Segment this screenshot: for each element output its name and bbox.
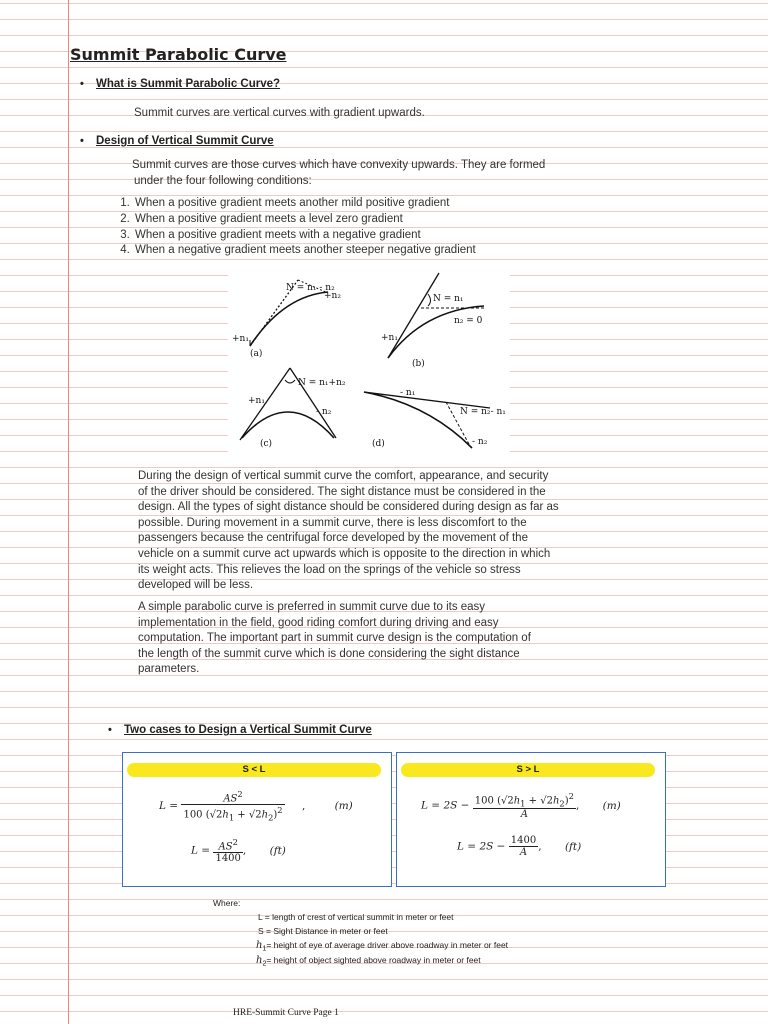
diagram-a-n-label: N = n₁ - n₂ [286, 283, 335, 293]
formula-s-less-l-metric: L = $\frac{AS^2}{100 (√2h_1 + √2h_2)^2}$ , (m) [159, 789, 353, 823]
design-paragraph-1: During the design of vertical summit curve the comfort, appearance, and security of the driver should be considered. The sight distance must be considered in the design. All the types of sight distance should be considered during design as far as possible. During movement in a summit curve, there is less discomfort to the passengers because the centrifugal force developed by the movement of the vehicle on a summit curve act upwards which is opposite to the direction in which its weight acts. This relieves the load on the springs of the vehicle so stress developed will be less. [138, 470, 559, 592]
definition-l: L = length of crest of vertical summit in meter or feet [258, 912, 454, 922]
case-s-greater-l-label: S > L [401, 763, 655, 777]
summit-curve-diagrams [228, 268, 510, 453]
formula-s-greater-l-metric: L = 2S − $\frac{100 (√2h_1 + √2h_2)^2}{A}$ , (m) [421, 791, 621, 821]
condition-item: 2. When a positive gradient meets a level zero gradient [133, 212, 476, 228]
diagram-c [240, 368, 346, 449]
section-heading-what-is: What is Summit Parabolic Curve? [96, 78, 281, 90]
section-heading-design: Design of Vertical Summit Curve [96, 135, 274, 147]
condition-item: 3. When a positive gradient meets with a negative gradient [133, 228, 476, 244]
summit-curve-figure [228, 268, 510, 453]
where-label: Where: [213, 898, 241, 908]
intro-line-1: Summit curves are those curves which have convexity upwards. They are formed [132, 159, 546, 171]
diagram-c-g2-label: - n₂ [316, 407, 332, 417]
diagram-c-n-label: N = n₁+n₂ [298, 378, 346, 388]
diagram-c-caption: (c) [260, 439, 273, 449]
intro-line-2: under the four following conditions: [134, 175, 312, 187]
diagram-b-g2-label: n₂ = 0 [454, 316, 483, 326]
case-s-less-l-box [122, 752, 392, 887]
formula-s-greater-l-imperial: L = 2S − $\frac{1400}{A}$ , (ft) [457, 835, 582, 858]
conditions-list [115, 196, 476, 259]
diagram-d-g2-label: - n₂ [472, 437, 488, 447]
condition-item: 1. When a positive gradient meets another mild positive gradient [133, 196, 476, 212]
diagram-d [364, 388, 506, 449]
definition-h1: $h_1=$ height of eye of average driver above roadway in meter or feet [256, 940, 509, 953]
case-s-greater-l-box [396, 752, 666, 887]
definition-h2: $h_2=$ height of object sighted above roadway in meter or feet [256, 955, 481, 968]
definition-s: S = Sight Distance in meter or feet [258, 926, 388, 936]
case-s-less-l-label: S < L [127, 763, 381, 777]
diagram-a-g2-label: +n₂ [324, 291, 341, 301]
diagram-c-g1-label: +n₁ [248, 396, 265, 406]
page-footer: HRE-Summit Curve Page 1 [233, 1008, 339, 1018]
diagram-b-caption: (b) [412, 359, 425, 369]
bullet-icon: • [80, 135, 84, 147]
bullet-icon: • [80, 78, 84, 90]
section-heading-two-cases: Two cases to Design a Vertical Summit Curve [124, 724, 372, 736]
design-paragraph-2: A simple parabolic curve is preferred in summit curve due to its easy implementation in the field, good riding comfort during driving and easy computation. The important part in summit curve design is the computation of the length of the summit curve which is done considering the sight distance parameters. [138, 601, 531, 676]
diagram-d-caption: (d) [372, 439, 385, 449]
page-title: Summit Parabolic Curve [70, 45, 287, 64]
diagram-a [232, 280, 341, 359]
section1-text: Summit curves are vertical curves with gradient upwards. [134, 107, 425, 119]
notebook-margin-line [68, 0, 69, 1024]
formula-s-less-l-imperial: L = $\frac{AS^2}{1400}$ , (ft) [191, 837, 286, 865]
diagram-b [381, 273, 484, 369]
diagram-a-g1-label: +n₁ [232, 334, 249, 344]
diagram-b-n-label: N = n₁ [433, 294, 464, 304]
diagram-d-g1-label: - n₁ [400, 388, 416, 398]
condition-item: 4. When a negative gradient meets another steeper negative gradient [133, 243, 476, 259]
diagram-a-caption: (a) [250, 349, 263, 359]
diagram-d-n-label: N = n₂- n₁ [460, 407, 506, 417]
diagram-b-g1-label: +n₁ [381, 333, 398, 343]
bullet-icon: • [108, 724, 112, 736]
